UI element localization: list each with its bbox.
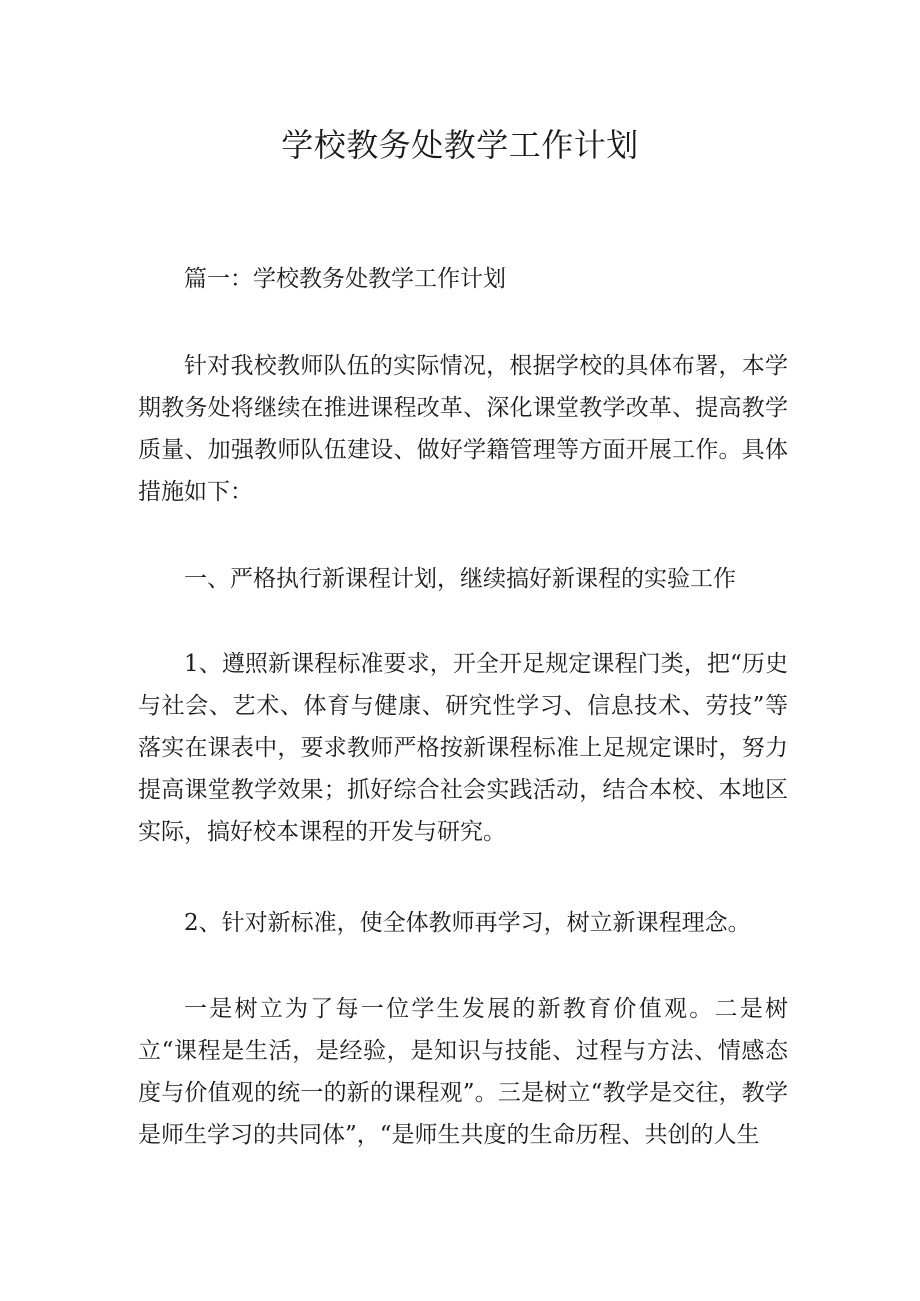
ideas-paragraph: 一是树立为了每一位学生发展的新教育价值观。二是树立“课程是生活，是经验，是知识与技能、过程与方法、情感态度与价值观的统一的新的课程观”。三是树立“教学是交往，教学是师生学习的共同体”，“是师生共度的生命历程、共创的人生 — [138, 996, 788, 1148]
section-heading: 篇一：学校教务处教学工作计划 — [184, 266, 506, 292]
item-two-paragraph: 2、针对新标准，使全体教师再学习，树立新课程理念。 — [184, 910, 751, 936]
section-one-heading: 一、严格执行新课程计划，继续搞好新课程的实验工作 — [184, 566, 736, 592]
item-one-paragraph: 1、遵照新课程标准要求，开全开足规定课程门类，把“历史与社会、艺术、体育与健康、研究性学习、信息技术、劳技”等落实在课表中，要求教师严格按新课程标准上足规定课时，努力提高课堂教学效果；抓好综合社会实践活动，结合本校、本地区实际，搞好校本课程的开发与研究。 — [138, 651, 788, 845]
intro-paragraph: 针对我校教师队伍的实际情况，根据学校的具体布署，本学期教务处将继续在推进课程改革、深化课堂教学改革、提高教学质量、加强教师队伍建设、做好学籍管理等方面开展工作。具体措施如下： — [138, 353, 788, 505]
document-title: 学校教务处教学工作计划 — [281, 126, 639, 164]
